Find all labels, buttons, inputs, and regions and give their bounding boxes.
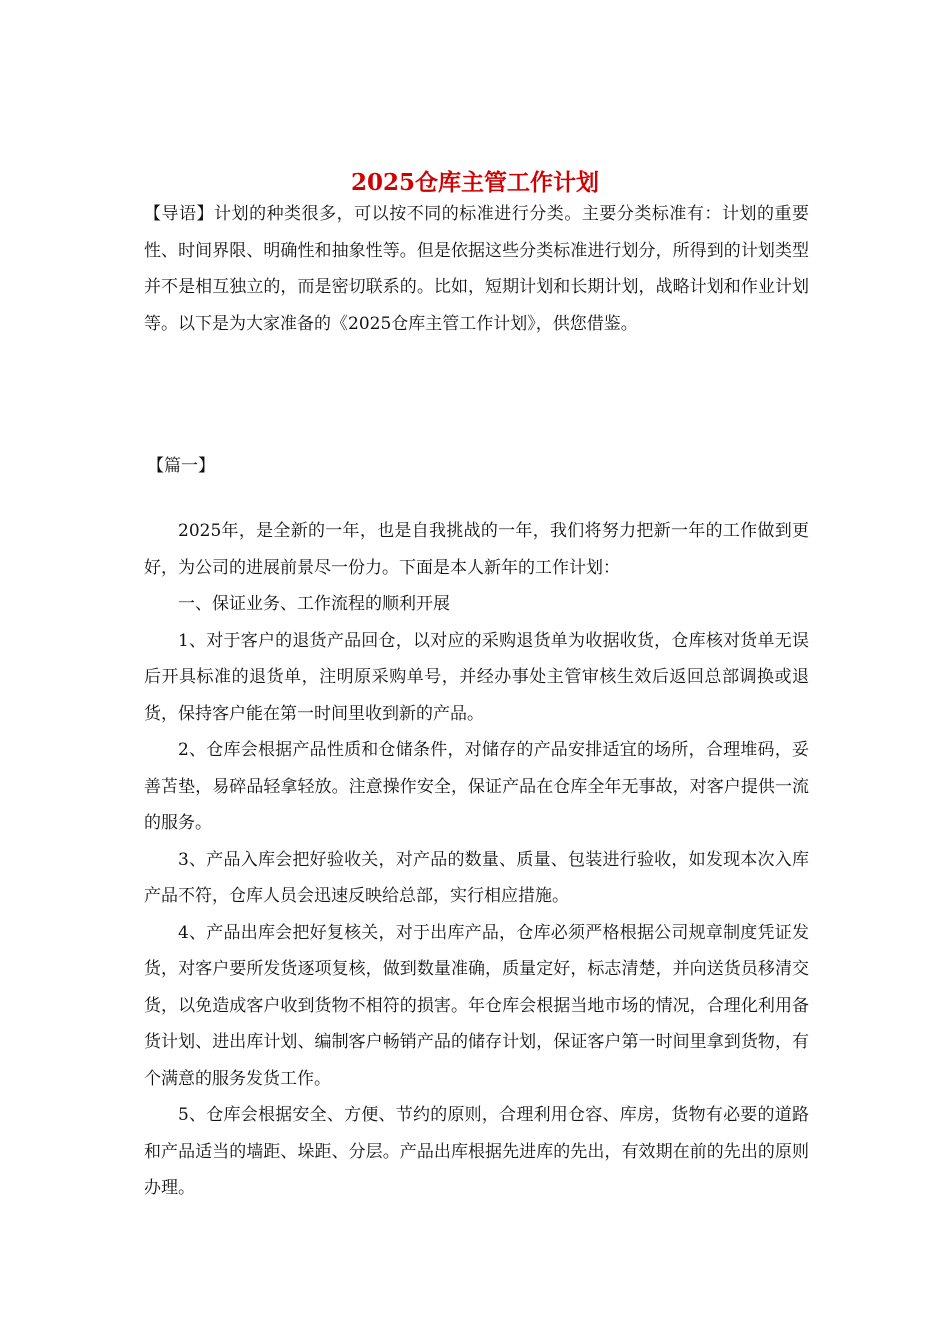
body-paragraph-item-4: 4、产品出库会把好复核关，对于出库产品，仓库必须严格根据公司规章制度凭证发货，对客户要所发货逐项复核，做到数量准确，质量定好，标志清楚，并向送货员移清交货，以免造成客户收到货物不相符的损害。年仓库会根据当地市场的情况，合理化利用备货计划、进出库计划、编制客户畅销产品的储存计划，保证客户第一时间里拿到货物，有个满意的服务发货工作。 bbox=[144, 922, 809, 1089]
body-paragraph-item-1: 1、对于客户的退货产品回仓，以对应的采购退货单为收据收货，仓库核对货单无误后开具标准的退货单，注明原采购单号，并经办事处主管审核生效后返回总部调换或退货，保持客户能在第一时间里收到新的产品。 bbox=[144, 630, 809, 724]
body-paragraph-item-5: 5、仓库会根据安全、方便、节约的原则，合理利用仓容、库房，货物有必要的道路和产品适当的墙距、垛距、分层。产品出库根据先进库的先出，有效期在前的先出的原则办理。 bbox=[144, 1105, 809, 1198]
body-paragraph-item-2: 2、仓库会根据产品性质和仓储条件，对储存的产品安排适宜的场所，合理堆码，妥善苫垫，易碎品轻拿轻放。注意操作安全，保证产品在仓库全年无事故，对客户提供一流的服务。 bbox=[144, 740, 809, 833]
body-paragraph-item-3: 3、产品入库会把好验收关，对产品的数量、质量、包装进行验收，如发现本次入库产品不符，仓库人员会迅速反映给总部，实行相应措施。 bbox=[144, 849, 809, 906]
intro-paragraph: 【导语】计划的种类很多，可以按不同的标准进行分类。主要分类标准有：计划的重要性、时间界限、明确性和抽象性等。但是依据这些分类标准进行划分，所得到的计划类型并不是相互独立的，而是密切联系的。比如，短期计划和长期计划，战略计划和作业计划等。以下是为大家准备的《2025仓库主管工作计划》，供您借鉴。 bbox=[144, 204, 809, 334]
document-title: 2025仓库主管工作计划 bbox=[350, 169, 599, 197]
body-paragraph-heading-1: 一、保证业务、工作流程的顺利开展 bbox=[178, 594, 450, 614]
body-text bbox=[144, 513, 809, 1207]
section-heading: 【篇一】 bbox=[147, 456, 215, 476]
body-paragraph-opening: 2025年，是全新的一年，也是自我挑战的一年，我们将努力把新一年的工作做到更好，为公司的进展前景尽一份力。下面是本人新年的工作计划： bbox=[144, 521, 809, 578]
